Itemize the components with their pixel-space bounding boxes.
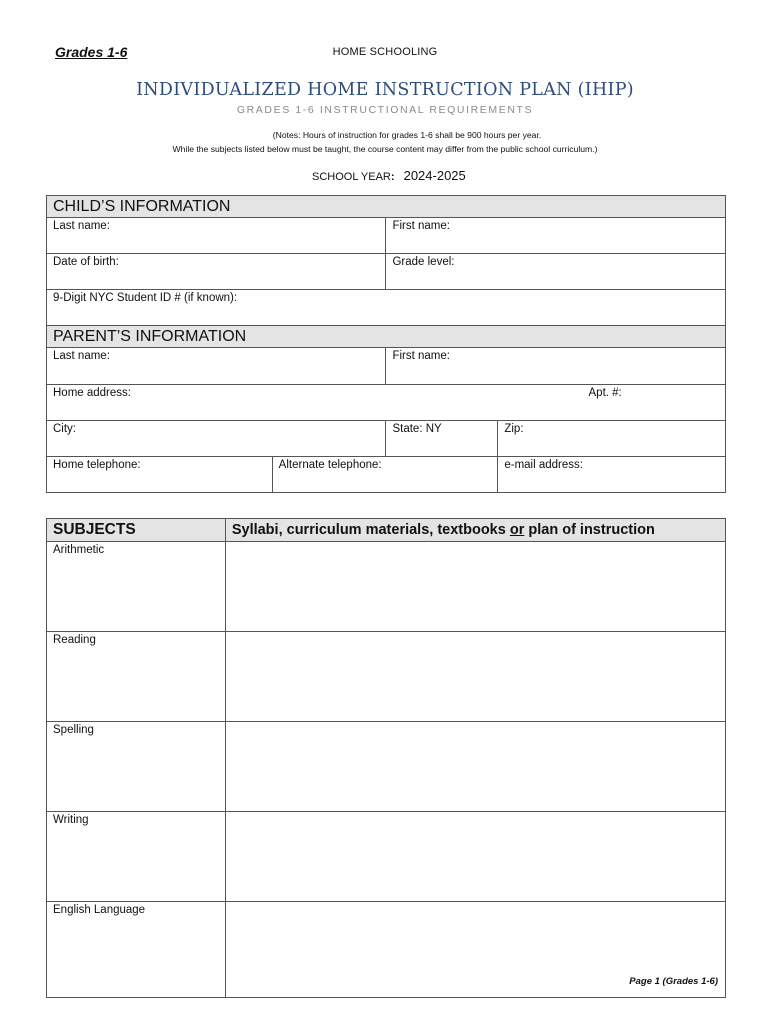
zip-label: Zip: (504, 423, 524, 435)
note-line-2: While the subjects listed below must be taught, the course content may differ from the public school curriculum.) (172, 144, 598, 154)
city-field[interactable] (47, 421, 386, 457)
subjects-column-header: SUBJECTS (47, 519, 226, 542)
child-dob-label: Date of birth: (53, 256, 119, 268)
city-label: City: (53, 423, 76, 435)
state-field[interactable] (386, 421, 498, 457)
subject-writing: Writing (47, 812, 226, 902)
note-line-1: (Notes: Hours of instruction for grades 1-6 shall be 900 hours per year. (272, 130, 542, 140)
page-subtitle: GRADES 1-6 INSTRUCTIONAL REQUIREMENTS (236, 104, 534, 116)
child-first-name-label: First name: (392, 220, 450, 232)
child-first-name-field[interactable] (386, 218, 726, 254)
syllabi-column-header (225, 519, 725, 542)
plan-spelling-field[interactable] (225, 722, 725, 812)
subject-arithmetic: Arithmetic (47, 542, 226, 632)
plan-reading-field[interactable] (225, 632, 725, 722)
syllabi-header-pre: Syllabi, curriculum materials, textbooks (231, 522, 510, 538)
parent-info-heading: PARENT’S INFORMATION (47, 326, 726, 348)
school-year-value: 2024-2025 (403, 168, 466, 183)
state-label: State: NY (392, 423, 442, 435)
parent-last-name-label: Last name: (53, 350, 110, 362)
subject-spelling: Spelling (47, 722, 226, 812)
child-student-id-label: 9-Digit NYC Student ID # (if known): (53, 292, 238, 304)
page-number: Page 1 (Grades 1-6) (629, 976, 718, 987)
home-schooling-label: HOME SCHOOLING (332, 46, 438, 58)
apt-label: Apt. #: (588, 387, 622, 399)
child-grade-label: Grade level: (392, 256, 455, 268)
plan-writing-field[interactable] (225, 812, 725, 902)
subject-reading: Reading (47, 632, 226, 722)
parent-first-name-label: First name: (392, 350, 450, 362)
child-last-name-field[interactable] (47, 218, 386, 254)
child-dob-field[interactable] (47, 254, 386, 290)
plan-arithmetic-field[interactable] (225, 542, 725, 632)
home-telephone-field[interactable] (47, 457, 273, 493)
child-last-name-label: Last name: (53, 220, 110, 232)
child-info-heading: CHILD’S INFORMATION (47, 196, 726, 218)
email-label: e-mail address: (504, 459, 583, 471)
home-address-label: Home address: (53, 387, 131, 399)
email-field[interactable] (498, 457, 726, 493)
zip-field[interactable] (498, 421, 726, 457)
alternate-telephone-label: Alternate telephone: (278, 459, 382, 471)
page-title: INDIVIDUALIZED HOME INSTRUCTION PLAN (IHIP) (136, 80, 634, 100)
grade-tag: Grades 1-6 (55, 44, 128, 60)
alternate-telephone-field[interactable] (272, 457, 498, 493)
school-year: SCHOOL YEAR: 2024-2025 (312, 168, 466, 183)
syllabi-header-or: or (509, 522, 525, 538)
school-year-label: SCHOOL YEAR (312, 171, 391, 183)
home-address-field[interactable] (47, 385, 726, 421)
syllabi-header-post: plan of instruction (524, 522, 655, 538)
subject-english-language: English Language (47, 902, 226, 998)
child-student-id-field[interactable] (47, 290, 726, 326)
info-table (46, 195, 726, 493)
home-telephone-label: Home telephone: (53, 459, 141, 471)
parent-first-name-field[interactable] (386, 348, 726, 385)
child-grade-field[interactable] (386, 254, 726, 290)
parent-last-name-field[interactable] (47, 348, 386, 385)
subjects-table (46, 518, 726, 998)
